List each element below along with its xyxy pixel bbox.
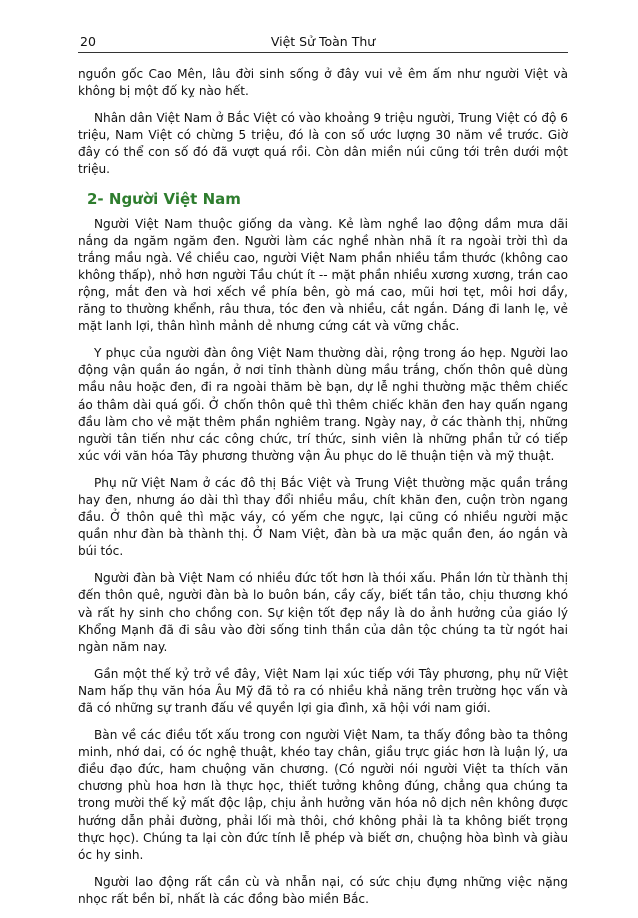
page-header — [78, 22, 568, 53]
section-heading: 2- Người Việt Nam — [87, 189, 241, 208]
paragraph-western-contact: Gần một thế kỷ trở về đây, Việt Nam lại xúc tiếp với Tây phương, phụ nữ Việt Nam hấp thụ văn hóa Âu Mỹ đã tỏ ra có nhiều khả năng trên trường học vấn và đã có những sự tranh đấu về quyền lợi gia đình, xã hội với nam giới. — [78, 666, 568, 715]
page-number: 20 — [80, 34, 96, 49]
paragraph-mens-clothing: Y phục của người đàn ông Việt Nam thường dài, rộng trong áo hẹp. Người lao động vận quần áo ngắn, ở nơi tỉnh thành dùng mầu trắng, chốn thôn quê dùng mầu nâu hoặc đen, đi ra ngoài thăm bè bạn, dự lễ nghi thường mặc thêm chiếc áo thâm dài quá gối. Ở chốn thôn quê thì thêm chiếc khăn đen hay quấn ngang đầu làm cho vẻ mặt thêm phần nghiêm trang. Ngày nay, ở các thành thị, những người tân tiến như các công chức, trí thức, sinh viên là những phần tử có tiếp xúc với văn hóa Tây phương thường vận Âu phục do lẽ thuận tiện và mỹ thuật. — [78, 346, 568, 463]
paragraph-population: Nhân dân Việt Nam ở Bắc Việt có vào khoảng 9 triệu người, Trung Việt có độ 6 triệu, Nam Việt có chừng 5 triệu, đó là con số ước lượng 30 năm về trước. Giờ đây có thể con số đó đã vượt quá rồi. Còn dân miền núi cũng tới trên dưới một triệu. — [78, 111, 568, 177]
body-text — [78, 66, 568, 918]
running-title: Việt Sử Toàn Thư — [270, 34, 376, 49]
paragraph-laborers: Người lao động rất cần cù và nhẫn nại, có sức chịu đựng những việc nặng nhọc rất bền bỉ, nhất là các đồng bào miền Bắc. — [78, 874, 568, 906]
paragraph-physical-traits: Người Việt Nam thuộc giống da vàng. Kẻ làm nghề lao động dầm mưa dãi nắng da ngăm ngăm đen. Người làm các nghề nhàn nhã ít ra ngoài trời thì da trắng mầu ngà. Về chiều cao, người Việt Nam phần nhiều tầm thước (không cao không thấp), nhỏ hơn người Tầu chút ít -- mặt phần nhiều xương xương, trán cao rộng, mắt đen và hơi xếch về phía bên, gò má cao, mũi hơi tẹt, môi hơi dầy, răng to thường khểnh, râu thưa, tóc đen và nhiều, cắt ngắn. Dáng đi lanh lẹ, vẻ mặt lanh lợi, thân hình mảnh dẻ nhưng cứng cát và vững chắc. — [78, 216, 568, 334]
paragraph-continuation: nguồn gốc Cao Mên, lâu đời sinh sống ở đây vui vẻ êm ấm như người Việt và không bị một đố kỵ nào hết. — [78, 67, 568, 99]
paragraph-womens-virtues: Người đàn bà Việt Nam có nhiều đức tốt hơn là thói xấu. Phần lớn từ thành thị đến thôn quê, người đàn bà lo buôn bán, cầy cấy, biết tần tảo, chịu thương khó và rất hy sinh cho chồng con. Sự kiện tốt đẹp nầy là do ảnh hưởng của giáo lý Khổng Mạnh đã đi sâu vào đời sống tinh thần của dân tộc chúng ta từ ngót hai ngàn năm nay. — [78, 571, 568, 654]
paragraph-womens-clothing: Phụ nữ Việt Nam ở các đô thị Bắc Việt và Trung Việt thường mặc quần trắng hay đen, nhưng áo dài thì thay đổi nhiều mầu, chít khăn đen, cuộn tròn ngang đầu. Ở thôn quê thì mặc váy, có yếm che ngực, lại cũng có nhiều người mặc quần như đàn bà thành thị. Ở Nam Việt, đàn bà ưa mặc quần đen, áo ngắn và búi tóc. — [78, 475, 568, 559]
paragraph-character: Bàn về các điều tốt xấu trong con người Việt Nam, ta thấy đồng bào ta thông minh, nhớ dai, có óc nghệ thuật, khéo tay chân, giầu trực giác hơn là luận lý, ưa điều đạo đức, ham chuộng văn chương. (Có người nói người Việt ta thích văn chương phù hoa hơn là thực học, thiết tưởng không đúng, chẳng qua chúng ta trong mười thế kỷ mất độc lập, chịu ảnh hưởng văn hóa nô dịch nên không được hướng dẫn phải đường, phải lối mà thôi, chớ không phải là ta không biết trọng thực học). Chúng ta lại còn đức tính lễ phép và biết ơn, chuộng hòa bình và giàu óc hy sinh. — [78, 728, 568, 862]
